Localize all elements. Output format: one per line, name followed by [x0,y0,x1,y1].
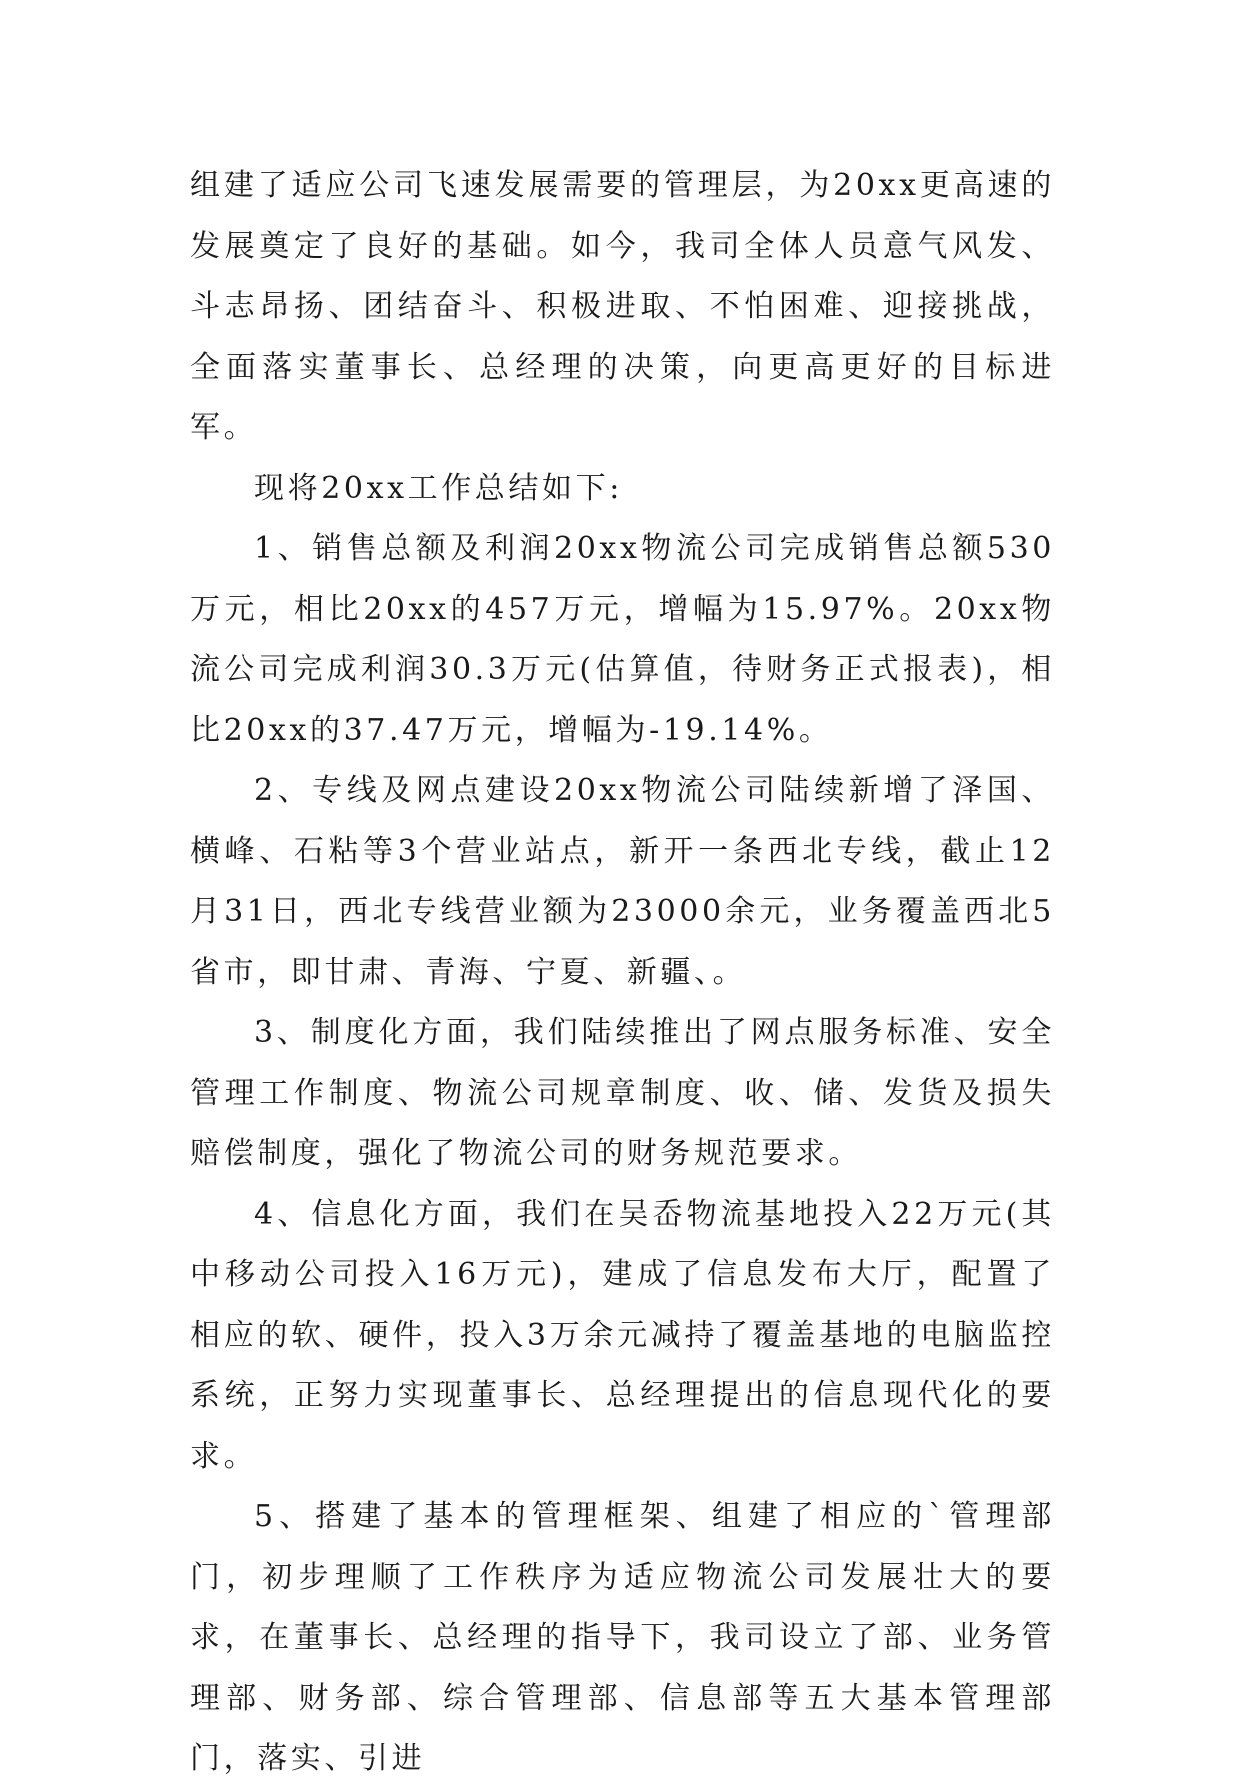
paragraph-intro: 组建了适应公司飞速发展需要的管理层，为20xx更高速的发展奠定了良好的基础。如今，我司全体人员意气风发、斗志昂扬、团结奋斗、积极进取、不怕困难、迎接挑战，全面落实董事长、总经理的决策，向更高更好的目标进军。 [190,168,1055,445]
paragraph-sales-profit: 1、销售总额及利润20xx物流公司完成销售总额530万元，相比20xx的457万元，增幅为15.97%。20xx物流公司完成利润30.3万元(估算值，待财务正式报表)，相比20xx的37.47万元，增幅为-19.14%。 [190,531,1055,748]
paragraph-summary-heading: 现将20xx工作总结如下: [254,470,623,506]
paragraph-management-framework: 5、搭建了基本的管理框架、组建了相应的`管理部门，初步理顺了工作秩序为适应物流公司发展壮大的要求，在董事长、总经理的指导下，我司设立了部、业务管理部、财务部、综合管理部、信息部等五大基本管理部门，落实、引进 [190,1499,1055,1776]
paragraph-network-construction: 2、专线及网点建设20xx物流公司陆续新增了泽国、横峰、石粘等3个营业站点，新开一条西北专线，截止12月31日，西北专线营业额为23000余元，业务覆盖西北5省市，即甘肃、青海、宁夏、新疆、。 [190,773,1055,990]
paragraph-informatization: 4、信息化方面，我们在吴岙物流基地投入22万元(其中移动公司投入16万元)，建成了信息发布大厅，配置了相应的软、硬件，投入3万余元减持了覆盖基地的电脑监控系统，正努力实现董事长、总经理提出的信息现代化的要求。 [190,1196,1055,1474]
paragraph-institutionalization: 3、制度化方面，我们陆续推出了网点服务标准、安全管理工作制度、物流公司规章制度、收、储、发货及损失赔偿制度，强化了物流公司的财务规范要求。 [190,1015,1055,1171]
document-body [190,156,1055,1790]
